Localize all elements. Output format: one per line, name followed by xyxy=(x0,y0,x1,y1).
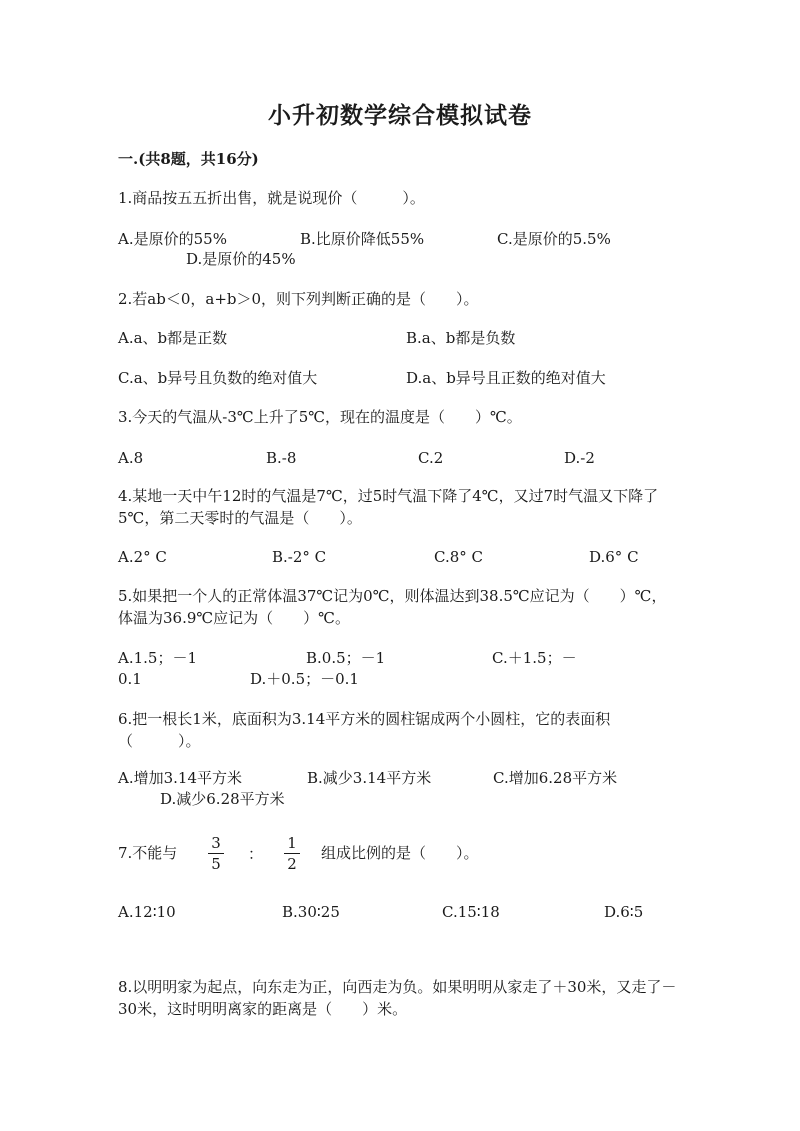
fraction-numerator: 3 xyxy=(211,834,221,852)
question-7-option-d[interactable]: D.6∶5 xyxy=(604,903,644,921)
question-7-option-a[interactable]: A.12∶10 xyxy=(118,903,176,921)
question-4-stem: 4.某地一天中午12时的气温是7℃，过5时气温下降了4℃，又过7时气温又下降了5℃，第二天零时的气温是（ ）。 xyxy=(118,487,659,527)
question-7-option-b[interactable]: B.30∶25 xyxy=(282,903,340,921)
question-5-option-a[interactable]: A.1.5；－1 xyxy=(118,649,197,667)
fraction-three-fifths xyxy=(208,834,224,873)
question-3-option-b[interactable]: B.-8 xyxy=(266,449,297,467)
question-5-stem: 5.如果把一个人的正常体温37℃记为0℃，则体温达到38.5℃应记为（ ）℃，体温为36.9℃应记为（ ）℃。 xyxy=(118,587,667,627)
question-5-option-d[interactable]: D.＋0.5；－0.1 xyxy=(250,670,359,688)
question-5-option-c[interactable]: C.＋1.5；－ xyxy=(492,649,577,667)
question-2-option-b[interactable]: B.a、b都是负数 xyxy=(406,329,516,347)
question-3-stem: 3.今天的气温从-3℃上升了5℃，现在的温度是（ ）℃。 xyxy=(118,408,522,426)
question-6-stem: 6.把一根长1米，底面积为3.14平方米的圆柱锯成两个小圆柱，它的表面积（ ）。 xyxy=(118,710,611,750)
fraction-one-half xyxy=(284,834,300,873)
question-4-option-a[interactable]: A.2° C xyxy=(118,548,167,566)
question-7-option-c[interactable]: C.15∶18 xyxy=(442,903,500,921)
question-1-option-a[interactable]: A.是原价的55% xyxy=(118,230,227,248)
fraction-bar xyxy=(208,853,224,854)
question-6-option-b[interactable]: B.减少3.14平方米 xyxy=(307,769,432,787)
ratio-colon: ： xyxy=(248,845,264,863)
question-6-option-d[interactable]: D.减少6.28平方米 xyxy=(160,790,285,808)
question-3-option-d[interactable]: D.-2 xyxy=(564,449,595,467)
question-6-option-c[interactable]: C.增加6.28平方米 xyxy=(493,769,618,787)
section-heading: 一.(共8题，共16分) xyxy=(118,150,259,168)
exam-title: 小升初数学综合模拟试卷 xyxy=(268,102,532,129)
question-2-stem: 2.若ab＜0，a+b＞0，则下列判断正确的是（ ）。 xyxy=(118,290,479,308)
question-5-option-c-continued: 0.1 xyxy=(118,670,142,688)
question-1-option-c[interactable]: C.是原价的5.5% xyxy=(497,230,611,248)
question-1-stem: 1.商品按五五折出售，就是说现价（ ）。 xyxy=(118,189,425,207)
fraction-denominator: 2 xyxy=(287,855,297,873)
question-1-option-b[interactable]: B.比原价降低55% xyxy=(300,230,425,248)
question-2-option-c[interactable]: C.a、b异号且负数的绝对值大 xyxy=(118,369,318,387)
question-3-option-a[interactable]: A.8 xyxy=(118,449,144,467)
fraction-bar xyxy=(284,853,300,854)
question-5-option-b[interactable]: B.0.5；－1 xyxy=(306,649,386,667)
question-7-prefix: 7.不能与 xyxy=(118,844,178,862)
question-4-option-c[interactable]: C.8° C xyxy=(434,548,483,566)
question-7-suffix: 组成比例的是（ ）。 xyxy=(321,844,479,862)
question-1-option-d[interactable]: D.是原价的45% xyxy=(186,250,296,268)
question-8-stem: 8.以明明家为起点，向东走为正，向西走为负。如果明明从家走了＋30米，又走了－30米，这时明明离家的距离是（ ）米。 xyxy=(118,978,677,1018)
fraction-denominator: 5 xyxy=(211,855,221,873)
fraction-numerator: 1 xyxy=(287,834,297,852)
question-4-option-d[interactable]: D.6° C xyxy=(589,548,639,566)
question-2-option-d[interactable]: D.a、b异号且正数的绝对值大 xyxy=(406,369,606,387)
question-4-option-b[interactable]: B.-2° C xyxy=(272,548,327,566)
question-6-option-a[interactable]: A.增加3.14平方米 xyxy=(118,769,242,787)
question-3-option-c[interactable]: C.2 xyxy=(418,449,444,467)
question-2-option-a[interactable]: A.a、b都是正数 xyxy=(118,329,228,347)
